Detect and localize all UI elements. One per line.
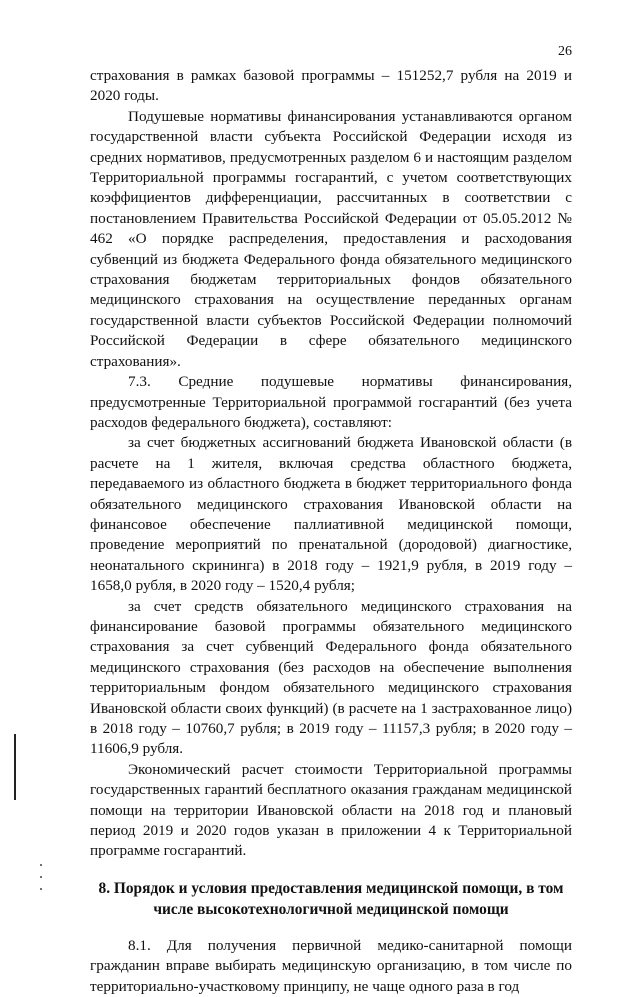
section-heading: 8. Порядок и условия предоставления медицинской помощи, в том числе высокотехнологичной медицинской помощи xyxy=(98,879,564,918)
paragraph-8-1: 8.1. Для получения первичной медико-санитарной помощи гражданин вправе выбирать медицинскую организацию, в том числе по территориально-участковому принципу, не чаще одного раза в год xyxy=(90,936,572,995)
scan-dot xyxy=(40,864,42,866)
paragraph-continuation: страхования в рамках базовой программы – 151252,7 рубля на 2019 и 2020 годы. xyxy=(90,67,572,105)
paragraph-per-capita-norms: Подушевые нормативы финансирования устанавливаются органом государственной власти субъекта Российской Федерации исходя из средних нормативов, предусмотренных разделом 6 и настоящим разделом Территориальной программы госгарантий, с учетом соответствующих коэффициентов дифференциации, рассчитанных в соответствии с постановлением Правительства Российской Федерации от 05.05.2012 № 462 «О порядке распределения, предоставления и расходования субвенций из бюджета Федерального фонда обязательного медицинского страхования бюджетам территориальных фондов обязательного медицинского страхования на осуществление переданных органам государственной власти субъектов Российской Федерации полномочий Российской Федерации в сфере обязательного медицинского страхования». xyxy=(90,107,572,370)
paragraph-7-3: 7.3. Средние подушевые нормативы финансирования, предусмотренные Территориальной программой госгарантий (без учета расходов федерального бюджета), составляют: xyxy=(90,373,572,431)
scan-dot xyxy=(40,876,42,878)
paragraph-economic-calc: Экономический расчет стоимости Территориальной программы государственных гарантий бесплатного оказания гражданам медицинской помощи на территории Ивановской области на 2018 год и плановый период 2019 и 2020 годов указан в приложении 4 к Территориальной программе госгарантий. xyxy=(90,760,572,860)
paragraph-regional-budget: за счет бюджетных ассигнований бюджета Ивановской области (в расчете на 1 жителя, включая средства областного бюджета, передаваемого из областного бюджета в бюджет территориального фонда обязательного медицинского страхования Ивановской области на финансовое обеспечение паллиативной медицинской помощи, проведение мероприятий по пренатальной (дородовой) диагностике, неонатального скрининга) в 2018 году – 1921,9 рубля, в 2019 году – 1658,0 рубля, в 2020 году – 1520,4 рубля; xyxy=(90,434,572,595)
margin-mark xyxy=(14,734,16,800)
paragraph-oms-funds: за счет средств обязательного медицинского страхования на финансирование базовой программы обязательного медицинского страхования за счет субвенций Федерального фонда обязательного медицинского страхования (без расходов на обеспечение выполнения территориальным фондом обязательного медицинского страхования Ивановской области своих функций) (в расчете на 1 застрахованное лицо) в 2018 году – 10760,7 рубля; в 2019 году – 11157,3 рубля; в 2020 году – 11606,9 рубля. xyxy=(90,597,572,758)
page-number: 26 xyxy=(558,44,572,59)
document-body xyxy=(90,66,572,997)
scan-dot xyxy=(40,888,42,890)
